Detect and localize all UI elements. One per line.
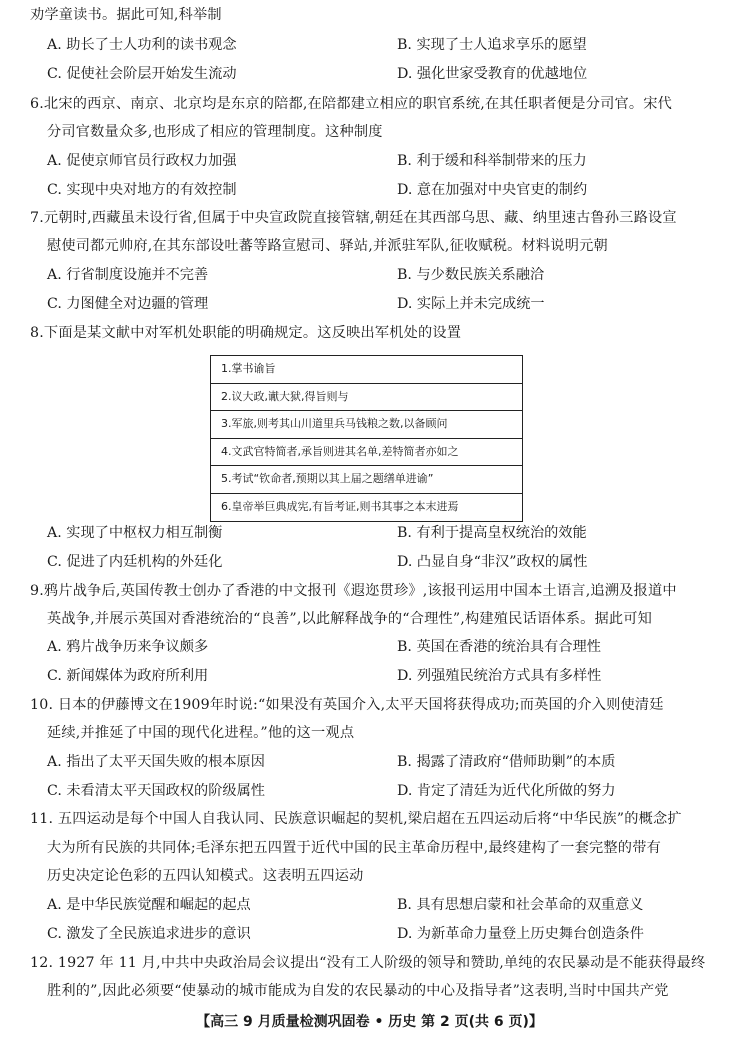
q8-option-d: D. 凸显自身“非汉”政权的属性 [397, 554, 588, 570]
q7-option-a: A. 行省制度设施并不完善 [47, 267, 209, 283]
q8-stem: 8.下面是某文献中对军机处职能的明确规定。这反映出军机处的设置 [30, 325, 462, 341]
q8-option-b: B. 有利于提高皇权统治的效能 [397, 525, 587, 541]
q10-option-b: B. 揭露了清政府“借师助剿”的本质 [397, 754, 616, 770]
table-row: 6.皇帝举巨典成宪,有旨考证,则书其事之本末进焉 [221, 499, 459, 513]
q7-option-c: C. 力图健全对边疆的管理 [47, 296, 209, 312]
q6-option-d: D. 意在加强对中央官吏的制约 [397, 182, 588, 198]
intro-option-a: A. 助长了士人功利的读书观念 [47, 37, 237, 53]
q9-option-a: A. 鸦片战争历来争议颇多 [47, 639, 209, 655]
intro-option-b: B. 实现了士人追求享乐的愿望 [397, 37, 587, 53]
q10-stem-line1: 10. 日本的伊藤博文在1909年时说:“如果没有英国介入,太平天国将获得成功;而英国的介入则使清廷 [30, 697, 664, 713]
q8-function-table [210, 355, 523, 522]
q11-option-a: A. 是中华民族觉醒和崛起的起点 [47, 897, 251, 913]
q9-option-d: D. 列强殖民统治方式具有多样性 [397, 668, 602, 684]
table-row: 1.掌书谕旨 [211, 356, 522, 384]
q6-option-a: A. 促使京师官员行政权力加强 [47, 153, 237, 169]
q11-stem-line2: 大为所有民族的共同体;毛泽东把五四置于近代中国的民主革命历程中,最终建构了一套完整的带有 [47, 840, 661, 856]
q7-stem-line2: 慰使司都元帅府,在其东部设吐蕃等路宣慰司、驿站,并派驻军队,征收赋税。材料说明元朝 [47, 238, 608, 254]
q7-stem-line1: 7.元朝时,西藏虽未设行省,但属于中央宣政院直接管辖,朝廷在其西部乌思、藏、纳里速古鲁孙三路设宣 [30, 210, 677, 226]
q9-option-c: C. 新闻媒体为政府所利用 [47, 668, 209, 684]
table-row: 5.考试“钦命者,预期以其上届之题缮单进谕” [211, 466, 522, 494]
q11-option-b: B. 具有思想启蒙和社会革命的双重意义 [397, 897, 644, 913]
q6-option-c: C. 实现中央对地方的有效控制 [47, 182, 237, 198]
q11-stem-line1: 11. 五四运动是每个中国人自我认同、民族意识崛起的契机,梁启超在五四运动后将“中华民族”的概念扩 [30, 811, 682, 827]
q10-stem-line2: 延续,并推延了中国的现代化进程。”他的这一观点 [47, 725, 355, 741]
q9-option-b: B. 英国在香港的统治具有合理性 [397, 639, 601, 655]
q10-option-d: D. 肯定了清廷为近代化所做的努力 [397, 783, 616, 799]
q6-option-b: B. 利于缓和科举制带来的压力 [397, 153, 587, 169]
table-row: 3.军旅,则考其山川道里兵马钱粮之数,以备顾问 [211, 411, 522, 439]
q8-option-c: C. 促进了内廷机构的外廷化 [47, 554, 223, 570]
intro-option-c: C. 促使社会阶层开始发生流动 [47, 66, 237, 82]
q9-stem-line1: 9.鸦片战争后,英国传教士创办了香港的中文报刊《遐迩贯珍》,该报刊运用中国本土语言,追溯及报道中 [30, 583, 677, 599]
q9-stem-line2: 英战争,并展示英国对香港统治的“良善”,以此解释战争的“合理性”,构建殖民话语体系。据此可知 [47, 611, 653, 627]
q11-option-c: C. 激发了全民族追求进步的意识 [47, 926, 251, 942]
q6-stem-line2: 分司官数量众多,也形成了相应的管理制度。这种制度 [47, 124, 383, 140]
q12-stem-line2: 胜利的”,因此必须要“使暴动的城市能成为自发的农民暴动的中心及指导者”这表明,当时中国共产党 [47, 983, 669, 999]
q10-option-a: A. 指出了太平天国失败的根本原因 [47, 754, 265, 770]
page-footer: 【高三 9 月质量检测巩固卷 • 历史 第 2 页(共 6 页)】 [196, 1014, 543, 1030]
q10-option-c: C. 未看清太平天国政权的阶级属性 [47, 783, 265, 799]
q6-stem-line1: 6.北宋的西京、南京、北京均是东京的陪都,在陪都建立相应的职官系统,在其任职者便是分司官。宋代 [30, 96, 673, 112]
q7-option-b: B. 与少数民族关系融洽 [397, 267, 545, 283]
q12-stem-line1: 12. 1927 年 11 月,中共中央政治局会议提出“没有工人阶级的领导和赞助,单纯的农民暴动是不能获得最终 [30, 955, 706, 971]
q7-option-d: D. 实际上并未完成统一 [397, 296, 545, 312]
q8-option-a: A. 实现了中枢权力相互制衡 [47, 525, 223, 541]
q11-stem-line3: 历史决定论色彩的五四认知模式。这表明五四运动 [47, 868, 364, 884]
table-row: 4.文武官特简者,承旨则进其名单,差特简者亦如之 [211, 439, 522, 467]
table-row: 2.议大政,谳大狱,得旨则与 [211, 384, 522, 412]
intro-option-d: D. 强化世家受教育的优越地位 [397, 66, 588, 82]
intro-stem: 劝学童读书。据此可知,科举制 [30, 7, 222, 23]
q11-option-d: D. 为新革命力量登上历史舞台创造条件 [397, 926, 644, 942]
